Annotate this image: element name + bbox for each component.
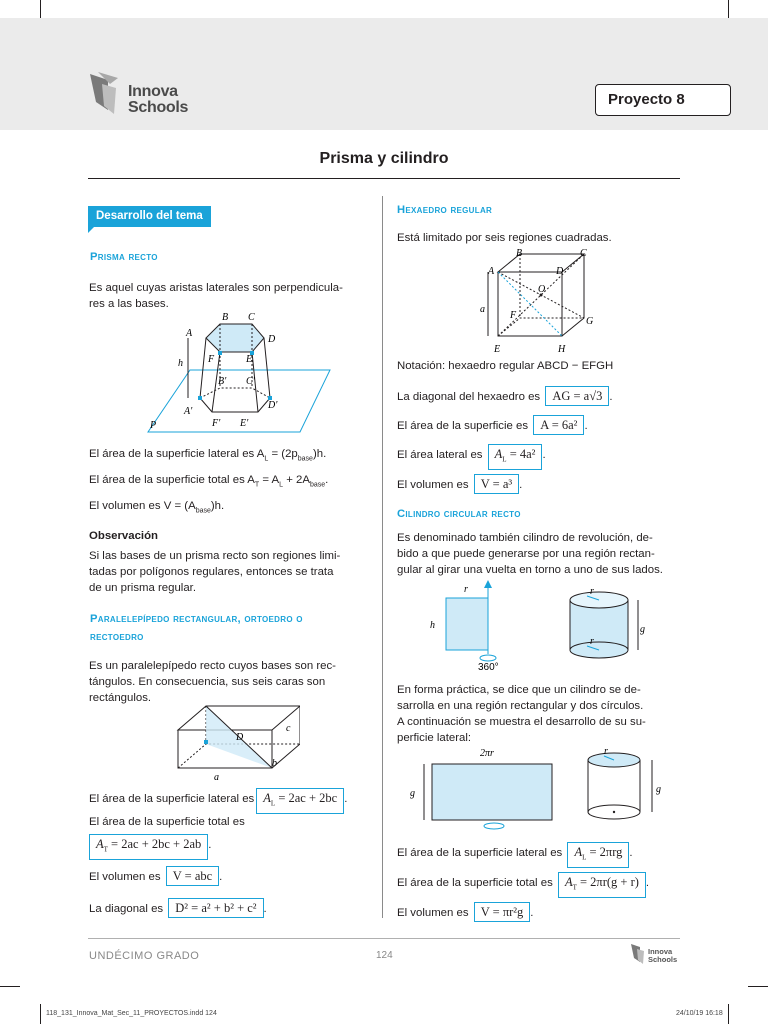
label-H: H <box>558 344 566 355</box>
label-P: P <box>150 420 157 431</box>
crop-mark <box>40 1004 41 1024</box>
label-B: B <box>516 248 523 259</box>
label-D: D <box>268 334 276 345</box>
formula-box-total: $A_T = 2ac + 2bc + 2ab$ <box>89 834 208 860</box>
crop-mark <box>0 986 20 987</box>
label-g-right: g <box>656 784 661 795</box>
section-heading-paralelepipedo: Paralelepípedo rectangular, ortoedro o <box>90 613 303 625</box>
section-heading-prisma: Prisma recto <box>90 251 158 263</box>
label-2pir: 2πr <box>480 748 494 759</box>
para-def-3: rectángulos. <box>89 692 152 704</box>
label-E: E <box>494 344 501 355</box>
label-A: A <box>186 328 193 339</box>
hexa-def: Está limitado por seis regiones cuadradas. <box>397 232 612 244</box>
formula-box-lateral: $A_L = 4a^2$ <box>488 444 543 470</box>
logo-line-2: Schools <box>128 99 189 116</box>
cil-def-1: Es denominado también cilindro de revolución, de- <box>397 532 653 544</box>
label-C-prime: C' <box>246 376 255 387</box>
label-D: D <box>236 732 244 743</box>
prisma-area-lateral: El área de la superficie lateral es $A_L = (2p_{base})h$. <box>89 448 327 463</box>
cil-prac-2: sarrolla en una región rectangular y dos círculos. <box>397 700 644 712</box>
hexa-notacion: Notación: hexaedro regular ABCD − EFGH <box>397 360 614 372</box>
logo-line-1: Innova <box>128 83 178 100</box>
label-E: E <box>246 354 253 365</box>
logo-text <box>128 84 188 116</box>
cube-diagram <box>476 244 606 356</box>
hexa-volumen: El volumen es V = a³ . <box>397 474 522 494</box>
hexa-area: El área de la superficie es A = 6a² . <box>397 415 588 435</box>
section-heading-hexaedro: Hexaedro regular <box>397 204 493 216</box>
prism-diagram <box>140 308 340 438</box>
prisma-area-total: El área de la superficie total es $A_T = A_L + 2A_{base}$. <box>89 474 329 489</box>
para-area-total: El área de la superficie total es <box>89 816 245 828</box>
label-E-prime: E' <box>240 418 249 429</box>
hexa-diagonal: La diagonal del hexaedro es AG = a√3 . <box>397 386 613 406</box>
label-c: c <box>286 723 291 734</box>
label-r-top: r <box>590 586 594 597</box>
formula-box-cil-lateral: $A_L = 2\pi rg$ <box>567 842 629 868</box>
para-area-lateral: El área de la superficie lateral es $A_L = 2ac + 2bc$ . <box>89 788 347 814</box>
para-def-1: Es un paralelepípedo recto cuyos bases son rec- <box>89 660 336 672</box>
label-r: r <box>464 584 468 595</box>
para-volumen: El volumen es V = abc . <box>89 866 222 886</box>
cil-def-2: bido a que puede generarse por una región rectan- <box>397 548 655 560</box>
label-C: C <box>580 248 587 259</box>
crop-mark <box>728 1004 729 1024</box>
prisma-def-2: res a las bases. <box>89 298 169 310</box>
cylinder-development-diagram <box>404 742 674 834</box>
para-def-2: tángulos. En consecuencia, sus seis caras son <box>89 676 326 688</box>
hexa-lateral: El área lateral es $A_L = 4a^2$ . <box>397 444 546 470</box>
cil-prac-1: En forma práctica, se dice que un cilindro se de- <box>397 684 641 696</box>
formula-box-lateral: $A_L = 2ac + 2bc$ <box>256 788 344 814</box>
formula-box-diagonal: D² = a² + b² + c² <box>168 898 263 918</box>
formula-box-cil-total: $A_T = 2\pi r(g + r)$ <box>558 872 646 898</box>
footer-logo-line-2: Schools <box>648 955 678 964</box>
label-B: B <box>222 312 229 323</box>
para-area-total-formula: $A_T = 2ac + 2bc + 2ab$ . <box>89 834 211 860</box>
crop-mark <box>748 986 768 987</box>
label-r-bottom: r <box>590 636 594 647</box>
formula-box-volumen: V = a³ <box>474 474 519 494</box>
label-h: h <box>178 358 183 369</box>
footer-logo-line-1: Innova <box>648 947 673 956</box>
observacion-title: Observación <box>89 530 159 542</box>
topic-badge: Desarrollo del tema <box>88 206 211 227</box>
cil-prac-3: A continuación se muestra el desarrollo de su su- <box>397 716 646 728</box>
prisma-def-1: Es aquel cuyas aristas laterales son perpendicula- <box>89 282 343 294</box>
label-A: A <box>488 266 495 277</box>
label-g: g <box>410 788 415 799</box>
label-F-prime: F' <box>212 418 221 429</box>
label-h: h <box>430 620 435 631</box>
formula-box-volumen: V = abc <box>166 866 219 886</box>
prisma-volumen: El volumen es $V = (A_{base})h$. <box>89 500 225 515</box>
label-C: C <box>248 312 255 323</box>
page-title: Prisma y cilindro <box>319 150 449 167</box>
label-D: D <box>556 266 564 277</box>
label-r: r <box>604 746 608 757</box>
label-F: F <box>208 354 215 365</box>
grade-label: UNDÉCIMO GRADO <box>89 950 200 962</box>
cil-def-3: gular al girar una vuelta en torno a uno de sus lados. <box>397 564 663 576</box>
cil-prac-4: perficie lateral: <box>397 732 472 744</box>
label-B-prime: B' <box>218 376 227 387</box>
project-label: Proyecto 8 <box>595 84 731 116</box>
cil-volumen: El volumen es V = πr²g . <box>397 902 533 922</box>
label-G: G <box>586 316 594 327</box>
footer-logo-text <box>648 948 677 964</box>
observacion-line-1: Si las bases de un prisma recto son regiones limi- <box>89 550 341 562</box>
label-O: O <box>538 284 546 295</box>
cylinder-revolution-diagram <box>424 580 664 672</box>
formula-box-diagonal: AG = a√3 <box>545 386 609 406</box>
formula-box-area: A = 6a² <box>533 415 584 435</box>
cil-area-total: El área de la superficie total es $A_T = 2\pi r(g + r)$ . <box>397 872 649 898</box>
crop-mark <box>40 0 41 18</box>
parallelepiped-diagram <box>170 704 300 784</box>
label-F: F <box>510 310 517 321</box>
label-D-prime: D' <box>268 400 278 411</box>
section-heading-paralelepipedo-2: rectoedro <box>90 631 144 643</box>
observacion-line-3: de un prisma regular. <box>89 582 197 594</box>
section-heading-cilindro: Cilindro circular recto <box>397 508 521 520</box>
slug-date: 24/10/19 16:18 <box>676 1010 723 1017</box>
observacion-line-2: tadas por polígonos regulares, entonces se trata <box>89 566 334 578</box>
footer-rule <box>88 938 680 939</box>
footer-logo-icon <box>630 942 646 966</box>
formula-box-cil-volumen: V = πr²g <box>474 902 531 922</box>
label-360: 360° <box>478 662 499 672</box>
label-A-prime: A' <box>184 406 193 417</box>
column-divider <box>382 196 383 918</box>
page-number: 124 <box>376 950 393 961</box>
para-diagonal: La diagonal es D² = a² + b² + c² . <box>89 898 267 918</box>
label-a: a <box>214 772 219 783</box>
title-rule <box>88 178 680 179</box>
label-b: b <box>272 758 277 769</box>
label-a: a <box>480 304 485 315</box>
cil-area-lateral: El área de la superficie lateral es $A_L = 2\pi rg$ . <box>397 842 633 868</box>
label-g: g <box>640 624 645 635</box>
crop-mark <box>728 0 729 18</box>
slug-file: 118_131_Innova_Mat_Sec_11_PROYECTOS.indd 124 <box>46 1010 217 1017</box>
